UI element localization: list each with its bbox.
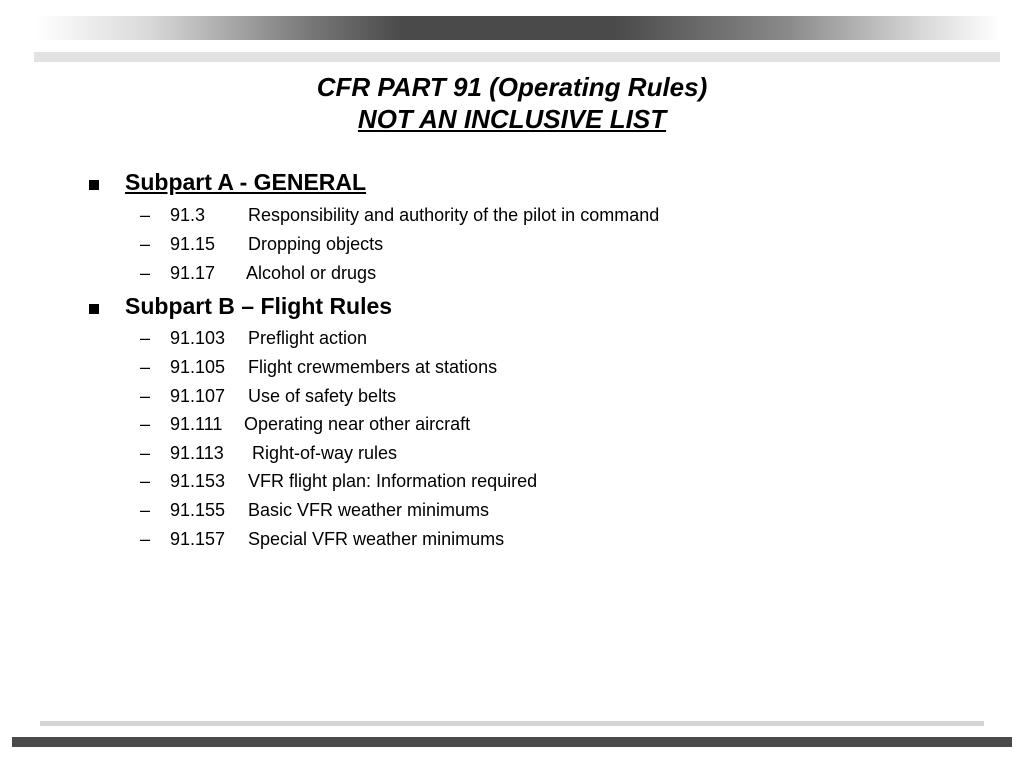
bottom-bar bbox=[12, 737, 1012, 747]
section-heading: Subpart B – Flight Rules bbox=[125, 293, 393, 319]
rule-description: Basic VFR weather minimums bbox=[248, 500, 490, 520]
bottom-divider bbox=[40, 721, 984, 726]
rule-number: 91.113 bbox=[170, 443, 224, 463]
rule-description: Operating near other aircraft bbox=[244, 414, 471, 434]
rule-number: 91.153 bbox=[170, 471, 226, 491]
rule-number: 91.103 bbox=[170, 328, 226, 348]
rule-number: 91.155 bbox=[170, 500, 226, 520]
dash-icon: – bbox=[140, 263, 151, 283]
title-line-1: CFR PART 91 (Operating Rules) bbox=[316, 72, 708, 102]
rule-number: 91.17 bbox=[170, 263, 216, 283]
title-line-2: NOT AN INCLUSIVE LIST bbox=[357, 104, 667, 134]
rule-description: VFR flight plan: Information required bbox=[248, 471, 538, 491]
bullet-square-icon bbox=[89, 180, 99, 190]
top-gradient-bar bbox=[36, 16, 1000, 40]
bullet-square-icon bbox=[89, 304, 99, 314]
rule-description: Dropping objects bbox=[248, 234, 384, 254]
dash-icon: – bbox=[140, 471, 151, 491]
dash-icon: – bbox=[140, 443, 151, 463]
rule-number: 91.111 bbox=[170, 414, 223, 434]
top-divider bbox=[34, 52, 1000, 62]
rule-number: 91.107 bbox=[170, 386, 226, 406]
slide-title bbox=[0, 71, 1024, 135]
rule-description: Special VFR weather minimums bbox=[248, 529, 505, 549]
rule-number: 91.15 bbox=[170, 234, 216, 254]
rule-description: Use of safety belts bbox=[248, 386, 397, 406]
rule-description: Alcohol or drugs bbox=[246, 263, 377, 283]
dash-icon: – bbox=[140, 500, 151, 520]
dash-icon: – bbox=[140, 328, 151, 348]
dash-icon: – bbox=[140, 357, 151, 377]
rule-number: 91.105 bbox=[170, 357, 226, 377]
rule-number: 91.157 bbox=[170, 529, 226, 549]
dash-icon: – bbox=[140, 205, 151, 225]
rule-description: Preflight action bbox=[248, 328, 368, 348]
dash-icon: – bbox=[140, 414, 151, 434]
dash-icon: – bbox=[140, 386, 151, 406]
rule-description: Responsibility and authority of the pilot in command bbox=[248, 205, 660, 225]
dash-icon: – bbox=[140, 234, 151, 254]
dash-icon: – bbox=[140, 529, 151, 549]
rule-number: 91.3 bbox=[170, 205, 206, 225]
rule-description: Right-of-way rules bbox=[252, 443, 398, 463]
section-heading: Subpart A - GENERAL bbox=[125, 169, 367, 195]
rule-description: Flight crewmembers at stations bbox=[248, 357, 498, 377]
